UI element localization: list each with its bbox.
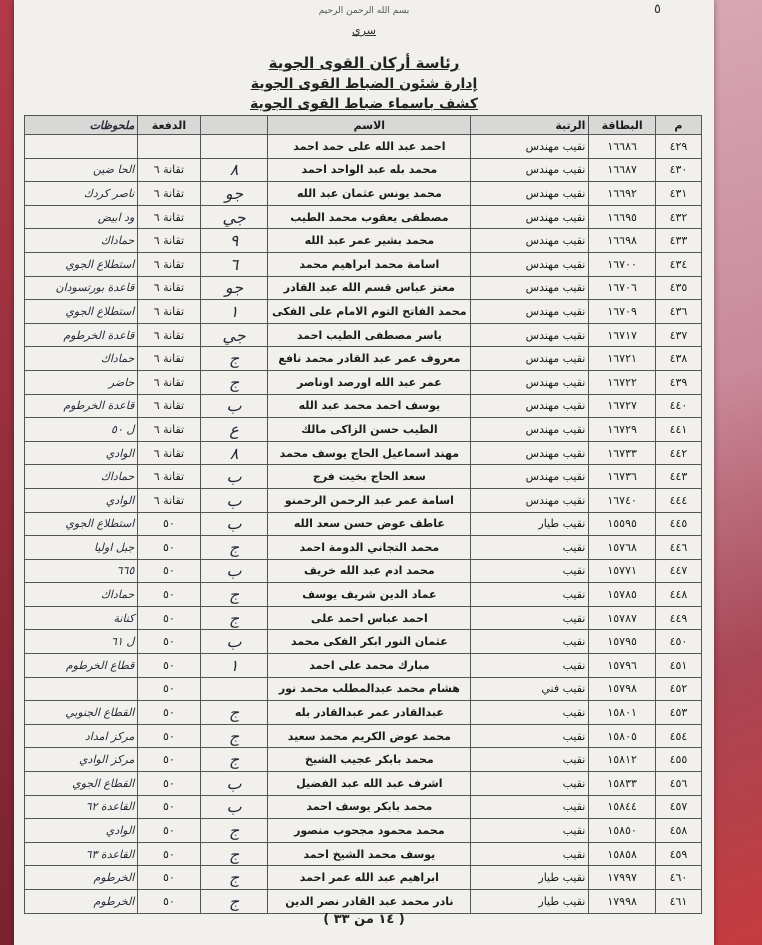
cell-batch: تقانة ٦ — [138, 323, 200, 347]
cell-name: اسامة عمر عبد الرحمن الرحمنو — [268, 488, 471, 512]
header-signature — [200, 116, 268, 135]
cell-notes: الوادي — [25, 488, 138, 512]
header-notes: ملحوظات — [25, 116, 138, 135]
cell-num: ٤٥٥ — [655, 748, 701, 772]
cell-notes: ل ٥٠ — [25, 418, 138, 442]
table-row — [25, 205, 702, 229]
cell-rank: نقيب — [471, 748, 589, 772]
cell-rank: نقيب — [471, 842, 589, 866]
cell-num: ٤٣٦ — [655, 300, 701, 324]
cell-name: معتز عباس قسم الله عبد القادر — [268, 276, 471, 300]
cell-name: محمد بله عبد الواحد احمد — [268, 158, 471, 182]
cell-card: ١٦٧٠٠ — [589, 252, 656, 276]
cell-sign: ج — [200, 724, 268, 748]
cell-rank: نقيب مهندس — [471, 205, 589, 229]
cell-sign: ج — [200, 866, 268, 890]
cell-num: ٤٤٨ — [655, 583, 701, 607]
cell-sign: ١ — [200, 300, 268, 324]
cell-card: ١٦٦٩٨ — [589, 229, 656, 253]
table-row — [25, 701, 702, 725]
cell-num: ٤٥٢ — [655, 677, 701, 701]
cell-rank: نقيب مهندس — [471, 182, 589, 206]
table-row — [25, 488, 702, 512]
cell-batch: ٥٠ — [138, 701, 200, 725]
cell-rank: نقيب — [471, 630, 589, 654]
cell-rank: نقيب — [471, 819, 589, 843]
cell-name: عمر عبد الله اورصد اوناصر — [268, 370, 471, 394]
cell-rank: نقيب فني — [471, 677, 589, 701]
cell-notes: القطاع الجنوبي — [25, 701, 138, 725]
cell-batch: ٥٠ — [138, 654, 200, 678]
cell-sign: جي — [200, 323, 268, 347]
cell-notes: الخرطوم — [25, 866, 138, 890]
document-page — [14, 0, 714, 945]
cell-notes — [25, 677, 138, 701]
cell-sign: ب — [200, 394, 268, 418]
cell-card: ١٦٧٣٣ — [589, 441, 656, 465]
cell-notes: حماداك — [25, 583, 138, 607]
cell-name: محمد الفاتح التوم الامام على الفكى — [268, 300, 471, 324]
cell-card: ١٥٨٠١ — [589, 701, 656, 725]
cell-batch: ٥٠ — [138, 606, 200, 630]
cell-batch: ٥٠ — [138, 772, 200, 796]
cell-batch: تقانة ٦ — [138, 465, 200, 489]
cell-sign: ع — [200, 418, 268, 442]
cell-notes: الخرطوم — [25, 890, 138, 914]
cell-sign: ب — [200, 465, 268, 489]
cell-batch: ٥٠ — [138, 677, 200, 701]
cell-notes: حاضر — [25, 370, 138, 394]
cell-name: معروف عمر عبد القادر محمد نافع — [268, 347, 471, 371]
cell-name: عاطف عوض حسن سعد الله — [268, 512, 471, 536]
cell-name: محمد التجاني الدومة احمد — [268, 536, 471, 560]
cell-card: ١٥٨٤٤ — [589, 795, 656, 819]
cell-batch: تقانة ٦ — [138, 252, 200, 276]
cell-notes: قاعدة بورتسودان — [25, 276, 138, 300]
officers-table — [24, 115, 702, 914]
cell-notes: قطاع الخرطوم — [25, 654, 138, 678]
cell-rank: نقيب — [471, 606, 589, 630]
cell-num: ٤٤٧ — [655, 559, 701, 583]
cell-rank: نقيب — [471, 654, 589, 678]
cell-rank: نقيب — [471, 536, 589, 560]
table-row — [25, 418, 702, 442]
cell-batch: ٥٠ — [138, 890, 200, 914]
cell-notes: قاعدة الخرطوم — [25, 394, 138, 418]
cell-batch: ٥٠ — [138, 536, 200, 560]
cell-rank: نقيب مهندس — [471, 276, 589, 300]
cell-batch: ٥٠ — [138, 583, 200, 607]
cell-rank: نقيب — [471, 724, 589, 748]
cell-batch: تقانة ٦ — [138, 205, 200, 229]
cell-notes: الحا ضين — [25, 158, 138, 182]
cell-name: احمد عبد الله على حمد احمد — [268, 135, 471, 159]
cell-sign: ج — [200, 748, 268, 772]
table-row — [25, 323, 702, 347]
cell-card: ١٥٧٩٨ — [589, 677, 656, 701]
cell-card: ١٦٧٢٢ — [589, 370, 656, 394]
cell-sign: جي — [200, 205, 268, 229]
cell-card: ١٦٦٩٥ — [589, 205, 656, 229]
cell-rank: نقيب مهندس — [471, 418, 589, 442]
cell-batch: ٥٠ — [138, 842, 200, 866]
cell-num: ٤٣٥ — [655, 276, 701, 300]
cell-num: ٤٢٩ — [655, 135, 701, 159]
cell-card: ١٦٧٠٩ — [589, 300, 656, 324]
cell-sign: جو — [200, 276, 268, 300]
table-row — [25, 677, 702, 701]
cell-sign — [200, 135, 268, 159]
cell-name: محمد محمود مجحوب منصور — [268, 819, 471, 843]
cell-notes: استطلاع الجوي — [25, 252, 138, 276]
cell-notes: حماداك — [25, 347, 138, 371]
cell-notes: ٦٦٥ — [25, 559, 138, 583]
table-row — [25, 441, 702, 465]
table-header-row — [25, 116, 702, 135]
table-row — [25, 370, 702, 394]
cell-rank: نقيب مهندس — [471, 465, 589, 489]
table-row — [25, 606, 702, 630]
cell-card: ١٥٧٧١ — [589, 559, 656, 583]
cell-rank: نقيب مهندس — [471, 158, 589, 182]
cell-name: محمد ادم عبد الله خريف — [268, 559, 471, 583]
cell-notes — [25, 135, 138, 159]
cell-name: مهند اسماعيل الحاج يوسف محمد — [268, 441, 471, 465]
cell-notes: القاعدة ٦٣ — [25, 842, 138, 866]
table-row — [25, 182, 702, 206]
cell-card: ١٥٧٨٥ — [589, 583, 656, 607]
cell-card: ١٥٨١٢ — [589, 748, 656, 772]
page-footer: ( ١٤ من ٣٣ ) — [323, 912, 405, 927]
cell-card: ١٦٦٨٧ — [589, 158, 656, 182]
header-name: الاسم — [268, 116, 471, 135]
cell-rank: نقيب مهندس — [471, 229, 589, 253]
cell-batch: تقانة ٦ — [138, 370, 200, 394]
cell-num: ٤٤٣ — [655, 465, 701, 489]
cell-sign — [200, 677, 268, 701]
table-row — [25, 748, 702, 772]
cell-notes: استطلاع الجوي — [25, 300, 138, 324]
table-row — [25, 512, 702, 536]
cell-batch: ٥٠ — [138, 795, 200, 819]
cell-rank: نقيب طيار — [471, 866, 589, 890]
cell-sign: ج — [200, 890, 268, 914]
cell-sign: ٨ — [200, 158, 268, 182]
table-row — [25, 772, 702, 796]
cell-batch: تقانة ٦ — [138, 276, 200, 300]
cell-card: ١٥٧٦٨ — [589, 536, 656, 560]
table-row — [25, 536, 702, 560]
table-row — [25, 890, 702, 914]
cell-sign: ج — [200, 347, 268, 371]
cell-num: ٤٣٨ — [655, 347, 701, 371]
cell-notes: جبل اوليا — [25, 536, 138, 560]
cell-sign: ب — [200, 559, 268, 583]
cell-name: يوسف احمد محمد عبد الله — [268, 394, 471, 418]
cell-rank: نقيب — [471, 559, 589, 583]
cell-sign: ب — [200, 795, 268, 819]
cell-rank: نقيب مهندس — [471, 252, 589, 276]
cell-card: ١٥٨٠٥ — [589, 724, 656, 748]
cell-notes: استطلاع الجوي — [25, 512, 138, 536]
cell-card: ١٥٧٩٦ — [589, 654, 656, 678]
cell-sign: ٩ — [200, 229, 268, 253]
cell-notes: مركز امداد — [25, 724, 138, 748]
cell-num: ٤٣١ — [655, 182, 701, 206]
cell-num: ٤٣٧ — [655, 323, 701, 347]
cell-num: ٤٤٠ — [655, 394, 701, 418]
cell-name: يوسف محمد الشيخ احمد — [268, 842, 471, 866]
cell-num: ٤٤٥ — [655, 512, 701, 536]
cell-batch: تقانة ٦ — [138, 300, 200, 324]
cell-rank: نقيب مهندس — [471, 347, 589, 371]
cell-batch: ٥٠ — [138, 748, 200, 772]
cell-num: ٤٥٦ — [655, 772, 701, 796]
cell-num: ٤٣٠ — [655, 158, 701, 182]
cell-name: الطيب حسن الزاكى مالك — [268, 418, 471, 442]
cell-name: محمد بابكر عجيب الشيخ — [268, 748, 471, 772]
cell-num: ٤٦٠ — [655, 866, 701, 890]
table-row — [25, 559, 702, 583]
cell-rank: نقيب مهندس — [471, 441, 589, 465]
cell-name: ياسر مصطفى الطيب احمد — [268, 323, 471, 347]
cell-num: ٤٤٢ — [655, 441, 701, 465]
cell-rank: نقيب — [471, 772, 589, 796]
cell-batch: ٥٠ — [138, 866, 200, 890]
cell-sign: ١ — [200, 654, 268, 678]
cell-rank: نقيب مهندس — [471, 394, 589, 418]
cell-rank: نقيب — [471, 583, 589, 607]
cell-batch: تقانة ٦ — [138, 394, 200, 418]
cell-card: ١٥٧٩٥ — [589, 630, 656, 654]
cell-batch: تقانة ٦ — [138, 347, 200, 371]
table-row — [25, 465, 702, 489]
cell-num: ٤٥٨ — [655, 819, 701, 843]
table-row — [25, 135, 702, 159]
cell-card: ١٦٧٤٠ — [589, 488, 656, 512]
header-batch: الدفعة — [138, 116, 200, 135]
cell-num: ٤٣٤ — [655, 252, 701, 276]
cell-sign: ٨ — [200, 441, 268, 465]
cell-name: اسامة محمد ابراهيم محمد — [268, 252, 471, 276]
cell-rank: نقيب مهندس — [471, 488, 589, 512]
cell-batch: ٥٠ — [138, 819, 200, 843]
cell-notes: حماداك — [25, 229, 138, 253]
cell-card: ١٧٩٩٨ — [589, 890, 656, 914]
cell-name: نادر محمد عبد القادر نصر الدين — [268, 890, 471, 914]
cell-name: اشرف عبد الله عبد الفضيل — [268, 772, 471, 796]
cell-rank: نقيب طيار — [471, 890, 589, 914]
table-row — [25, 630, 702, 654]
cell-card: ١٦٧٢١ — [589, 347, 656, 371]
cell-card: ١٦٦٩٢ — [589, 182, 656, 206]
cell-card: ١٦٧٠٦ — [589, 276, 656, 300]
table-row — [25, 347, 702, 371]
cell-sign: ج — [200, 701, 268, 725]
cell-batch: تقانة ٦ — [138, 229, 200, 253]
cell-notes: ود ابيض — [25, 205, 138, 229]
table-row — [25, 276, 702, 300]
table-row — [25, 252, 702, 276]
cell-rank: نقيب طيار — [471, 512, 589, 536]
table-row — [25, 394, 702, 418]
table-body — [25, 135, 702, 914]
cell-name: سعد الحاج بخيت فرج — [268, 465, 471, 489]
cell-sign: ج — [200, 583, 268, 607]
header-num: م — [655, 116, 701, 135]
cell-batch: تقانة ٦ — [138, 158, 200, 182]
cell-num: ٤٤٦ — [655, 536, 701, 560]
cell-card: ١٧٩٩٧ — [589, 866, 656, 890]
cell-sign: ج — [200, 536, 268, 560]
bismillah: بسم الله الرحمن الرحيم — [318, 6, 410, 16]
cell-sign: ج — [200, 370, 268, 394]
cell-name: محمد يونس عثمان عبد الله — [268, 182, 471, 206]
cell-name: عبدالقادر عمر عبدالقادر بله — [268, 701, 471, 725]
cell-batch: تقانة ٦ — [138, 418, 200, 442]
cell-card: ١٦٧٣٦ — [589, 465, 656, 489]
cell-sign: ج — [200, 819, 268, 843]
cell-notes: كنانة — [25, 606, 138, 630]
table-row — [25, 583, 702, 607]
cell-num: ٤٤٩ — [655, 606, 701, 630]
header-card: البطاقة — [589, 116, 656, 135]
cell-name: ابراهيم عبد الله عمر احمد — [268, 866, 471, 890]
cell-num: ٤٦١ — [655, 890, 701, 914]
cell-card: ١٦٧١٧ — [589, 323, 656, 347]
cell-notes: الوادي — [25, 819, 138, 843]
table-row — [25, 866, 702, 890]
cell-num: ٤٥١ — [655, 654, 701, 678]
cell-name: محمد عوض الكريم محمد سعيد — [268, 724, 471, 748]
cell-card: ١٦٧٢٩ — [589, 418, 656, 442]
cell-card: ١٦٧٢٧ — [589, 394, 656, 418]
cell-name: مبارك محمد على احمد — [268, 654, 471, 678]
cell-num: ٤٥٣ — [655, 701, 701, 725]
cell-notes: الوادي — [25, 441, 138, 465]
cell-card: ١٥٨٣٣ — [589, 772, 656, 796]
cell-notes: ل ٦١ — [25, 630, 138, 654]
cell-num: ٤٥٧ — [655, 795, 701, 819]
cell-card: ١٥٨٥٨ — [589, 842, 656, 866]
table-row — [25, 158, 702, 182]
cell-sign: ب — [200, 772, 268, 796]
cell-num: ٤٤١ — [655, 418, 701, 442]
cell-rank: نقيب — [471, 795, 589, 819]
cell-num: ٤٣٣ — [655, 229, 701, 253]
document-title-3: كشف باسماء ضباط القوى الجوية — [249, 96, 479, 112]
cell-name: عثمان النور ابكر الفكى محمد — [268, 630, 471, 654]
cell-name: احمد عباس احمد على — [268, 606, 471, 630]
classification-label: سري — [352, 24, 376, 37]
cell-rank: نقيب مهندس — [471, 300, 589, 324]
table-row — [25, 229, 702, 253]
cell-num: ٤٥٩ — [655, 842, 701, 866]
cell-notes: مركز الوادي — [25, 748, 138, 772]
cell-batch: ٥٠ — [138, 630, 200, 654]
cell-notes: حماداك — [25, 465, 138, 489]
cell-card: ١٦٦٨٦ — [589, 135, 656, 159]
cell-num: ٤٤٤ — [655, 488, 701, 512]
cell-num: ٤٣٩ — [655, 370, 701, 394]
cell-sign: ج — [200, 606, 268, 630]
cell-batch: تقانة ٦ — [138, 182, 200, 206]
cell-sign: ج — [200, 842, 268, 866]
cell-rank: نقيب — [471, 701, 589, 725]
cell-batch: ٥٠ — [138, 724, 200, 748]
table-row — [25, 819, 702, 843]
cell-name: عماد الدين شريف يوسف — [268, 583, 471, 607]
cell-name: محمد بابكر يوسف احمد — [268, 795, 471, 819]
cell-sign: ب — [200, 488, 268, 512]
cell-sign: ب — [200, 512, 268, 536]
header-rank: الرتبة — [471, 116, 589, 135]
cell-name: مصطفى يعقوب محمد الطيب — [268, 205, 471, 229]
document-title-2: إدارة شئون الضباط القوى الجوية — [250, 76, 478, 92]
table-row — [25, 842, 702, 866]
cell-notes: القطاع الجوي — [25, 772, 138, 796]
cell-card: ١٥٥٩٥ — [589, 512, 656, 536]
table-row — [25, 654, 702, 678]
cell-rank: نقيب مهندس — [471, 135, 589, 159]
cell-notes: قاعدة الخرطوم — [25, 323, 138, 347]
cell-sign: جو — [200, 182, 268, 206]
cell-sign: ٦ — [200, 252, 268, 276]
cell-num: ٤٥٤ — [655, 724, 701, 748]
cell-name: محمد بشير عمر عبد الله — [268, 229, 471, 253]
cell-sign: ب — [200, 630, 268, 654]
cell-batch: تقانة ٦ — [138, 488, 200, 512]
cell-batch: تقانة ٦ — [138, 441, 200, 465]
cell-rank: نقيب مهندس — [471, 370, 589, 394]
table-row — [25, 795, 702, 819]
document-title-1: رئاسة أركان القوى الجوية — [268, 54, 460, 72]
cell-batch — [138, 135, 200, 159]
cell-num: ٤٣٢ — [655, 205, 701, 229]
cell-card: ١٥٧٨٧ — [589, 606, 656, 630]
cell-name: هشام محمد عبدالمطلب محمد نور — [268, 677, 471, 701]
table-row — [25, 724, 702, 748]
cell-batch: ٥٠ — [138, 512, 200, 536]
cell-num: ٤٥٠ — [655, 630, 701, 654]
cell-card: ١٥٨٥٠ — [589, 819, 656, 843]
cell-rank: نقيب مهندس — [471, 323, 589, 347]
cell-notes: ناصر كردك — [25, 182, 138, 206]
page-mark: ٥ — [654, 2, 661, 17]
cell-batch: ٥٠ — [138, 559, 200, 583]
table-row — [25, 300, 702, 324]
cell-notes: القاعدة ٦٢ — [25, 795, 138, 819]
